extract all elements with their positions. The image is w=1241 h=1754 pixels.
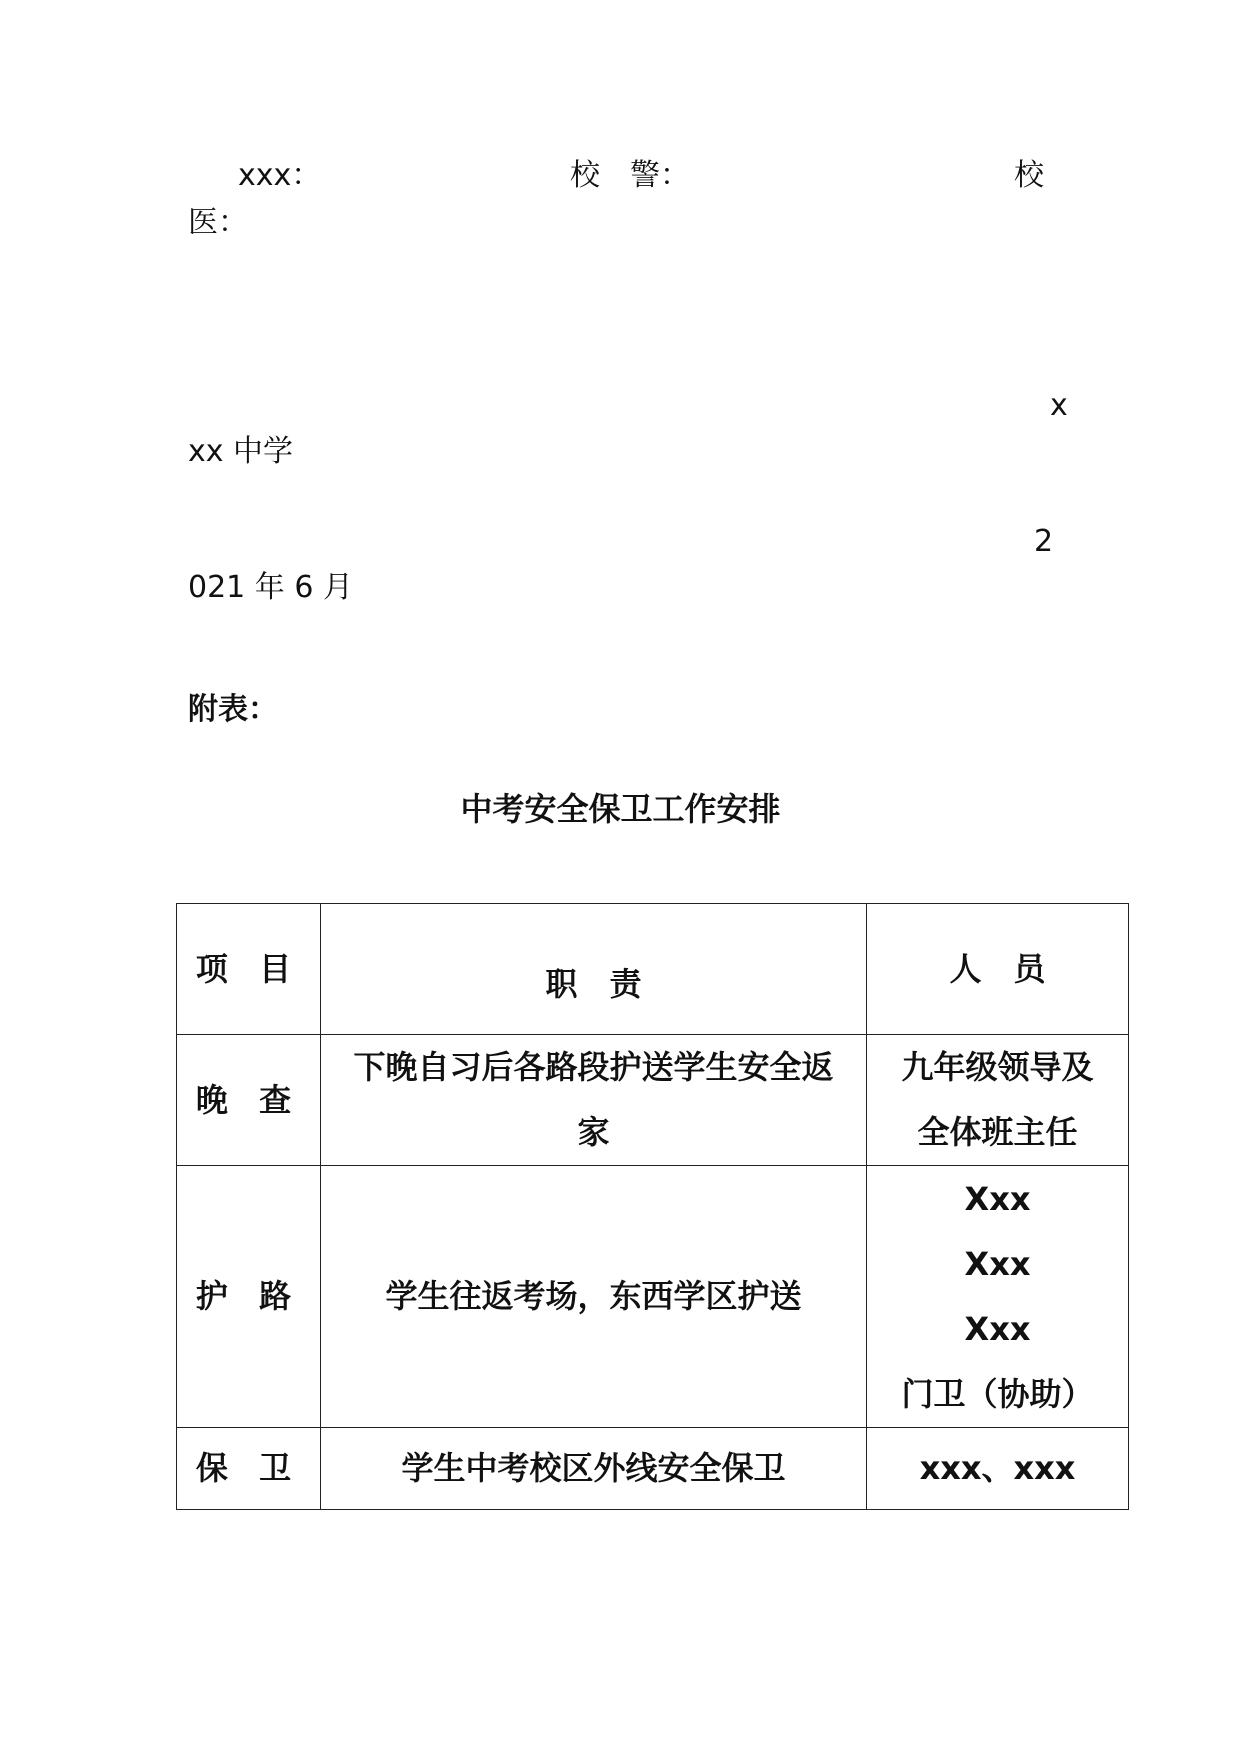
row-staff-line: 九年级领导及 xyxy=(901,1048,1094,1086)
date-start: 2 xyxy=(1034,524,1054,559)
table-row xyxy=(177,1166,1129,1428)
row-item-text: 保 卫 xyxy=(195,1449,302,1487)
header-item-text: 项 目 xyxy=(195,949,302,988)
row-staff-line: Xxx xyxy=(964,1244,1031,1283)
appendix-label: 附表： xyxy=(188,692,278,727)
row-item-text: 晚 查 xyxy=(195,1080,302,1119)
row-staff xyxy=(867,1428,1129,1510)
row-staff-line: 门卫（协助） xyxy=(901,1374,1094,1413)
row-staff-line: Xxx xyxy=(964,1179,1031,1218)
table-row xyxy=(177,1035,1129,1166)
row-item xyxy=(177,1428,321,1510)
row-staff xyxy=(867,1166,1129,1428)
security-schedule-table xyxy=(176,903,1129,1510)
row-item-text: 护 路 xyxy=(195,1277,302,1315)
header-staff-text: 人 员 xyxy=(949,949,1046,988)
row-duty xyxy=(321,1035,867,1166)
header-item xyxy=(177,904,321,1035)
school-name-start: x xyxy=(1050,388,1068,423)
header-staff xyxy=(867,904,1129,1035)
row-staff-line: 全体班主任 xyxy=(917,1113,1078,1151)
row-staff xyxy=(867,1035,1129,1166)
row-duty xyxy=(321,1166,867,1428)
row-duty-line: 家 xyxy=(577,1113,610,1151)
row-item xyxy=(177,1166,321,1428)
school-police-label: 校 警： xyxy=(570,158,690,193)
school-doctor-label-end: 医： xyxy=(188,205,248,240)
table-header-row xyxy=(177,904,1129,1035)
row-staff-line: Xxx xyxy=(964,1309,1031,1348)
date-end: 021 年 6 月 xyxy=(188,570,353,605)
row-duty-line: 学生中考校区外线安全保卫 xyxy=(401,1449,786,1487)
school-name-end: xx 中学 xyxy=(188,434,294,469)
row-duty-line: 下晚自习后各路段护送学生安全返 xyxy=(353,1048,834,1086)
table-title: 中考安全保卫工作安排 xyxy=(460,790,781,828)
person-label: xxx： xyxy=(238,158,322,193)
row-staff-line: xxx、xxx xyxy=(919,1449,1076,1487)
row-duty-line: 学生往返考场，东西学区护送 xyxy=(385,1277,802,1315)
row-duty xyxy=(321,1428,867,1510)
table-row xyxy=(177,1428,1129,1510)
row-item xyxy=(177,1035,321,1166)
header-duty xyxy=(321,904,867,1035)
header-duty-text: 职 责 xyxy=(545,964,642,1003)
school-doctor-label-start: 校 xyxy=(1014,158,1044,193)
